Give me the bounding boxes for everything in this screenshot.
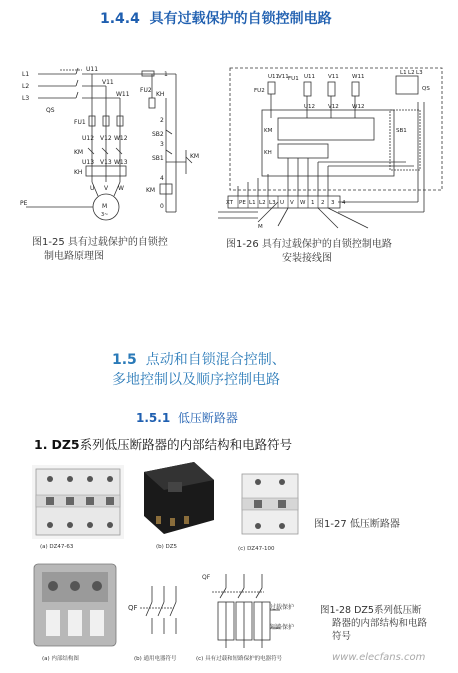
label-u11-wiring: U11 [268,74,280,80]
label-v: V [104,185,109,192]
subsection-heading-1 [34,435,292,453]
breaker-photo-dz5 [134,458,218,550]
section-title-part-1: 点动和自锁混合控制、 [145,352,286,368]
breaker-photo-dz47-63 [32,465,124,550]
overload-protection-label: 过载保护 [270,604,295,611]
section-title-line-1 [112,350,286,370]
label-sb-wiring: SB1 [396,128,407,134]
caption-fig-1-26 [226,238,446,266]
label-l1-wiring: L1 [400,70,407,76]
caption-line-1: 图1-28 DZ5系列低压断 [320,605,422,616]
label-w13: W13 [114,159,128,166]
label-v12-top: V11 [328,74,339,80]
caption-line-1: 图1-26 具有过载保护的自锁控制电路 [226,239,392,250]
label-motor-wiring: M [258,224,263,230]
caption-fig-1-25 [32,236,202,264]
label-v13: V13 [100,159,112,166]
label-v11-wiring: V11 [278,74,289,80]
section-title: 具有过载保护的自锁控制电路 [149,11,332,27]
structure-label: (a) 内部结构图 [42,656,79,662]
terminal-1: 1 [311,200,315,206]
label-motor: M [102,203,108,210]
section-heading-1-5 [112,350,286,390]
caption-line-2: 安装接线图 [282,253,332,264]
label-num2: 2 [160,117,164,124]
label-km-wiring: KM [264,128,273,134]
label-num4: 4 [160,175,164,182]
symbol-label: (c) 具有过载和短路保护的电器符号 [196,656,283,662]
wiring-diagram-fig-1-26 [218,62,446,234]
terminal-pe: PE [239,200,246,206]
label-motor-sub: 3~ [101,212,109,218]
caption-line-1: 图1-25 具有过载保护的自锁控 [32,237,168,248]
label-v12-wiring: V12 [328,104,339,110]
qf-label-protection: QF [202,574,211,581]
label-l2: L2 [22,83,30,90]
internal-structure-illustration [30,560,120,650]
label-pe: PE [20,200,28,207]
label-num1: 1 [164,71,168,78]
label-w: W [118,185,124,192]
breaker-label: (c) DZ47-100 [238,546,275,552]
terminal-2: 2 [321,200,325,206]
label-u11: U11 [86,66,99,73]
label-num3: 3 [160,141,164,148]
section-number: 1.4.4 [100,11,140,27]
label-fu2: FU2 [140,87,152,94]
section-number: 1.5 [112,352,137,368]
label-l1: L1 [22,71,30,78]
label-fu2-wiring: FU2 [254,88,265,94]
terminal-l2: L2 [259,200,266,206]
terminal-l1: L1 [249,200,256,206]
subsection-title: 系列低压断路器的内部结构和电路符号 [79,437,293,452]
terminal-w: W [300,200,306,206]
breaker-label: (a) DZ47-63 [40,544,74,550]
protection-symbol-diagram [212,572,282,650]
label-u12: U12 [82,135,95,142]
general-symbol-diagram [140,582,186,638]
internal-structure-photo [30,560,120,662]
label-km-main: KM [74,149,84,156]
label-w11: W11 [116,91,130,98]
label-u13: U13 [82,159,95,166]
section-title-line-2: 多地控制以及顺序控制电路 [112,372,280,388]
caption-fig-1-27: 图1-27 低压断路器 [314,519,400,530]
caption-line-2: 制电路原理图 [44,251,104,262]
label-fu1: FU1 [74,119,86,126]
caption-line-2: 路器的内部结构和电路 [332,618,428,629]
watermark: www.elecfans.com [332,652,426,663]
label-kh-main: KH [74,169,83,176]
label-u12-top: U11 [304,74,316,80]
label-v11: V11 [102,79,114,86]
breaker-photo-dz47-100 [238,470,302,552]
terminal-l3: L3 [269,200,276,206]
breaker-illustration [134,458,218,540]
subsection-prefix: 1. [34,437,48,452]
section-heading-1-4-4 [100,8,332,28]
label-w12-top: W11 [352,74,365,80]
label-w12-wiring: W12 [352,104,365,110]
terminal-4: 4 [342,200,346,206]
label-qs: QS [46,107,55,114]
breaker-illustration [32,465,124,539]
label-v12: V12 [100,135,112,142]
label-kh-ctrl: KH [156,91,165,98]
short-circuit-protection-label: 短路保护 [270,624,295,631]
label-u: U [90,185,95,192]
schematic-diagram-fig-1-25 [16,62,212,232]
symbol-label: (b) 通用电器符号 [134,656,177,662]
label-sb1: SB1 [152,155,164,162]
section-heading-1-5-1 [136,409,238,426]
caption-fig-1-28 [320,604,450,643]
label-fu1-wiring: FU1 [288,76,299,82]
terminal-v: V [290,200,294,206]
label-km-aux: KM [190,153,200,160]
terminal-xt: XT [226,200,234,206]
subsection-model: DZ5 [51,437,80,452]
label-l2-wiring: L2 [408,70,415,76]
label-num0: 0 [160,203,164,210]
label-u12-wiring: U12 [304,104,316,110]
label-qs-wiring: QS [422,86,430,92]
terminal-3: 3 [331,200,335,206]
caption-line-3: 符号 [332,631,352,642]
label-l3: L3 [22,95,30,102]
label-l3-wiring: L3 [416,70,423,76]
label-kh-wiring: KH [264,150,272,156]
label-sb2: SB2 [152,131,164,138]
section-title: 低压断路器 [177,411,238,425]
qf-label-general: QF [128,604,138,612]
breaker-label: (b) DZ5 [156,544,178,550]
label-km-coil: KM [146,187,156,194]
label-w12: W12 [114,135,128,142]
terminal-u: U [280,200,285,206]
section-number: 1.5.1 [136,411,171,425]
breaker-illustration [238,470,302,538]
